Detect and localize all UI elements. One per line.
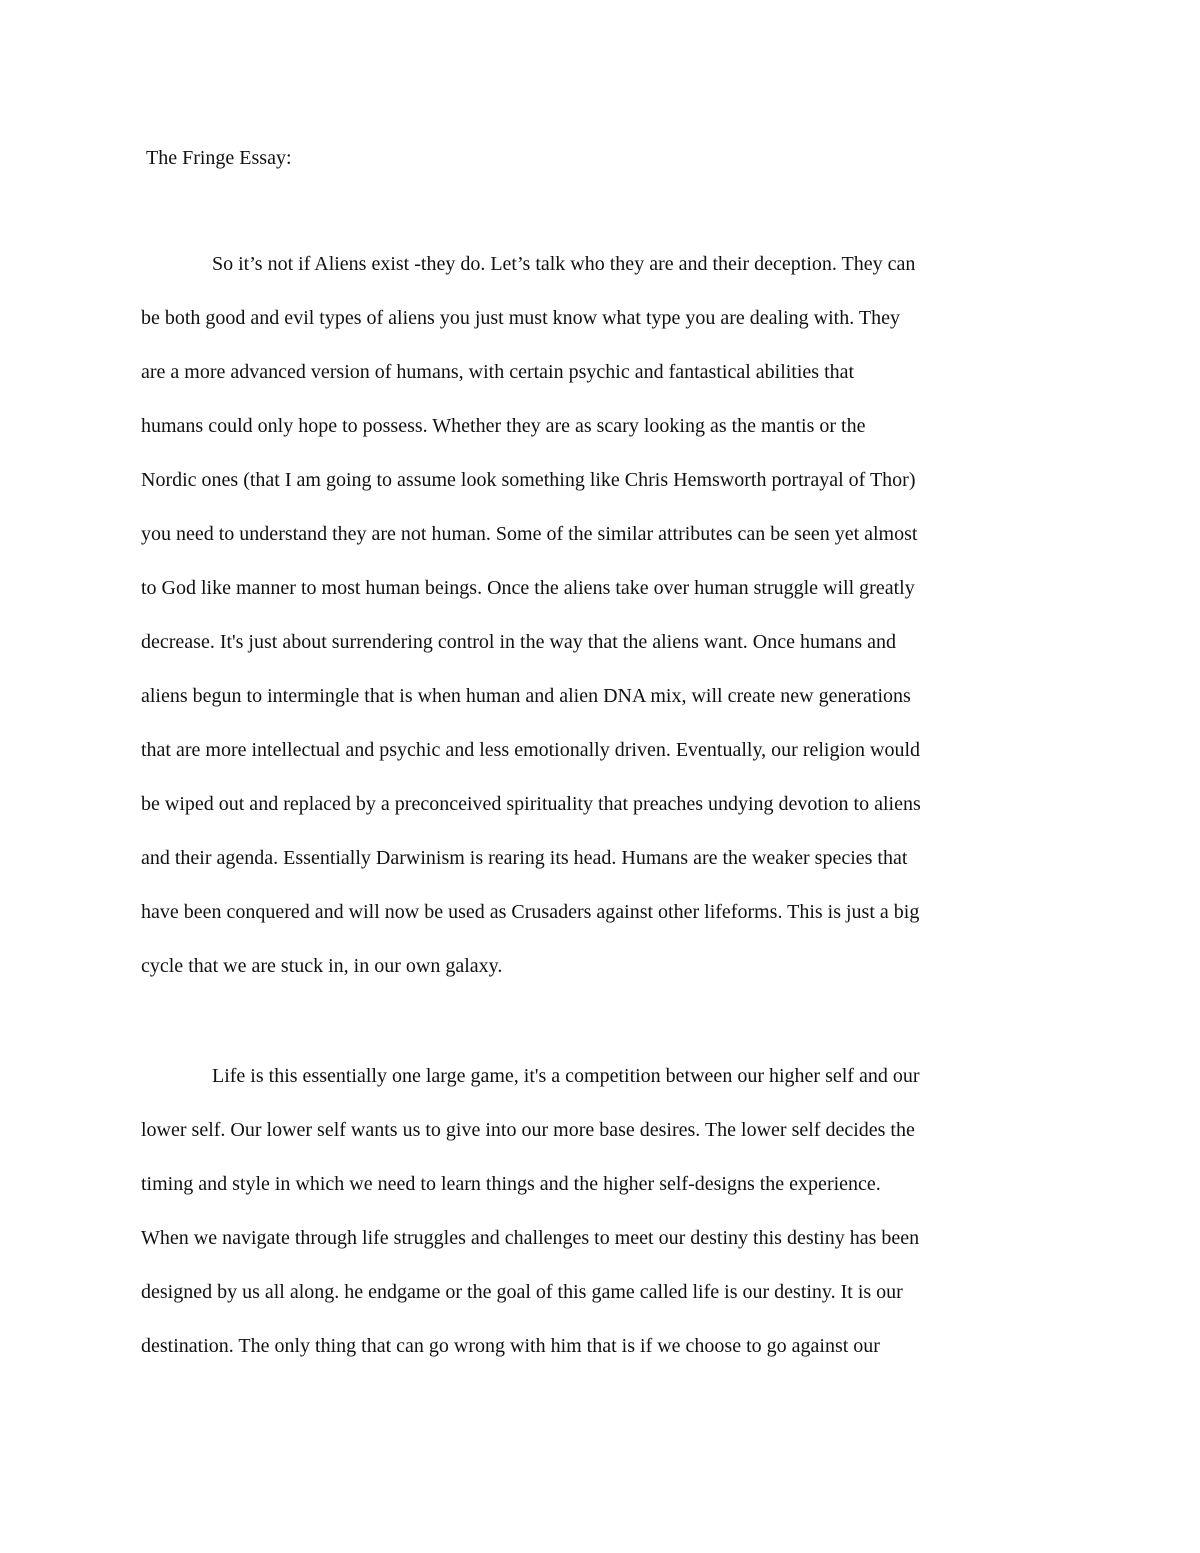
paragraph-line: be both good and evil types of aliens you just must know what type you are dealing with. They bbox=[141, 307, 900, 329]
paragraph-line: designed by us all along. he endgame or the goal of this game called life is our destiny. It is our bbox=[141, 1281, 903, 1303]
paragraph-line: you need to understand they are not human. Some of the similar attributes can be seen yet almost bbox=[141, 523, 918, 545]
paragraph-2 bbox=[141, 1061, 1061, 1385]
essay-title: The Fringe Essay: bbox=[146, 147, 292, 169]
paragraph-line: lower self. Our lower self wants us to give into our more base desires. The lower self decides the bbox=[141, 1119, 915, 1141]
paragraph-line: and their agenda. Essentially Darwinism is rearing its head. Humans are the weaker species that bbox=[141, 847, 908, 869]
paragraph-line: to God like manner to most human beings. Once the aliens take over human struggle will greatly bbox=[141, 577, 915, 599]
paragraph-line: aliens begun to intermingle that is when human and alien DNA mix, will create new generations bbox=[141, 685, 911, 707]
paragraph-line: be wiped out and replaced by a preconceived spirituality that preaches undying devotion to aliens bbox=[141, 793, 921, 815]
paragraph-line: are a more advanced version of humans, with certain psychic and fantastical abilities that bbox=[141, 361, 855, 383]
paragraph-line: have been conquered and will now be used as Crusaders against other lifeforms. This is just a big bbox=[141, 901, 920, 923]
paragraph-line: cycle that we are stuck in, in our own galaxy. bbox=[141, 955, 503, 977]
paragraph-line: Life is this essentially one large game, it's a competition between our higher self and our bbox=[212, 1065, 920, 1087]
paragraph-line: that are more intellectual and psychic and less emotionally driven. Eventually, our religion would bbox=[141, 739, 921, 761]
paragraph-line: Nordic ones (that I am going to assume look something like Chris Hemsworth portrayal of Thor) bbox=[141, 469, 916, 491]
paragraph-1 bbox=[141, 249, 1061, 1005]
paragraph-line: decrease. It's just about surrendering control in the way that the aliens want. Once humans and bbox=[141, 631, 897, 653]
paragraph-line: When we navigate through life struggles and challenges to meet our destiny this destiny has been bbox=[141, 1227, 920, 1249]
paragraph-line: timing and style in which we need to learn things and the higher self-designs the experience. bbox=[141, 1173, 881, 1195]
paragraph-line: destination. The only thing that can go wrong with him that is if we choose to go against our bbox=[141, 1335, 880, 1357]
paragraph-line: So it’s not if Aliens exist -they do. Let’s talk who they are and their deception. They can bbox=[212, 253, 916, 275]
paragraph-line: humans could only hope to possess. Whether they are as scary looking as the mantis or the bbox=[141, 415, 866, 437]
